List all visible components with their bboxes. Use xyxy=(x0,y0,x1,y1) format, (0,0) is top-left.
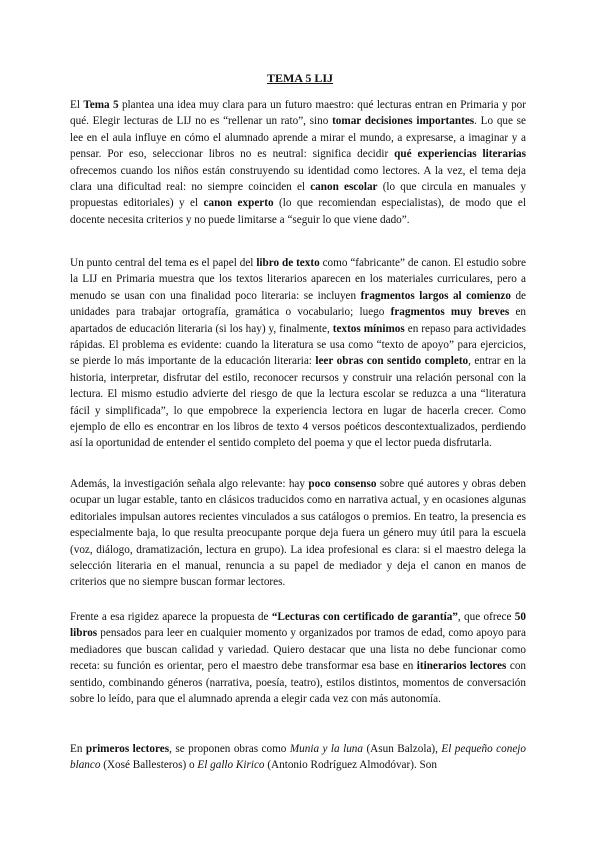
text-run: (lo que recomiendan especialistas), de modo que el docente necesita criterios y no puede limitarse a “seguir lo que viene dado”. xyxy=(70,197,526,226)
bold-term: fragmentos largos al comienzo xyxy=(360,289,511,302)
bold-term: Tema 5 xyxy=(83,99,119,111)
text-run: con sentido, combinando géneros (narrativa, poesía, teatro), estilos distintos, momentos de conversación sobre lo leído, para que el alumnado aprenda a elegir cada vez con más autonomía. xyxy=(70,660,527,706)
bold-term: canon experto xyxy=(203,197,274,210)
bold-term: primeros lectores xyxy=(85,743,170,755)
bold-term: 50 libros xyxy=(70,611,526,640)
book-title: Munia y la luna xyxy=(289,743,363,755)
text-run: (Asun Balzola), xyxy=(362,743,442,755)
bold-term: textos mínimos xyxy=(332,322,405,335)
paragraph-certificate xyxy=(70,609,526,707)
text-run: (lo que circula en manuales y propuestas editoriales) y el xyxy=(70,181,526,210)
text-run: Frente a esa rigidez aparece la propuesta de xyxy=(70,611,272,623)
text-run: de unidades para trabajar ortografía, gramática o vocabulario; luego xyxy=(70,289,527,319)
text-run: , se proponen obras como xyxy=(169,743,290,755)
bold-term: canon escolar xyxy=(310,181,378,194)
text-run: , entrar en la historia, interpretar, disfrutar del estilo, reconocer recursos y construir una relación personal con la lectura. El mismo estudio advierte del riesgo de que la lectura escolar se reduzca a una “literatura fácil y simplificada”, lo que empobrece la experiencia lectora en lugar de hacerla crecer. Como ejemplo de ello es encontrar en los libros de texto 4 versos poéticos descontextualizados, perdiendo así la oportunidad de entender el sentido completo del poema y que el lector pueda disfrutarla. xyxy=(70,355,527,450)
paragraph-consensus xyxy=(70,476,526,591)
paragraph-first-readers xyxy=(70,741,526,774)
text-run: (Xosé Ballesteros) o xyxy=(100,759,198,772)
text-run: , que ofrece xyxy=(457,611,515,623)
bold-term: poco consenso xyxy=(308,478,377,490)
text-run: plantea una idea muy clara para un futuro maestro: qué lecturas entran en Primaria y por qué. Elegir lecturas de LIJ no es “rellenar un rato”, sino xyxy=(70,99,526,128)
text-run: Además, la investigación señala algo relevante: hay xyxy=(70,478,309,490)
text-run: pensados para leer en cualquier momento y organizados por tramos de edad, como apoyo para mediadores que buscan calidad y variedad. Quiero destacar que una lista no debe funcionar como receta: su función es orientar, pero el maestro debe transformar esa base en xyxy=(70,627,526,673)
text-run: en apartados de educación literaria (si los hay) y, finalmente, xyxy=(70,306,527,335)
text-run: En xyxy=(70,743,86,755)
text-run: ofrecemos cuando los niños están construyendo su identidad como lectores. A la vez, el tema deja clara una dificultad real: no siempre coinciden el xyxy=(70,164,526,194)
book-title: El pequeño conejo blanco xyxy=(70,743,526,772)
text-run: El xyxy=(70,99,84,111)
book-title: El gallo Kirico xyxy=(197,759,265,772)
document-title: TEMA 5 LIJ xyxy=(266,71,333,85)
bold-term: “Lecturas con certificado de garantía” xyxy=(271,611,458,623)
text-run: en repaso para actividades rápidas. El problema es evidente: cuando la literatura se usa como “texto de apoyo” para ejercicios, se pierde lo más importante de la educación literaria: xyxy=(70,322,526,368)
paragraph-intro xyxy=(70,97,526,228)
text-run: sobre qué autores y obras deben ocupar un lugar estable, tanto en clásicos traducidos como en narrativa actual, y en ocasiones algunas editoriales impulsan autores recientes vinculados a sus catálogos o premios. En teatro, la presencia es especialmente baja, lo que resulta preocupante porque deja fuera un género muy útil para la escuela (voz, diálogo, dramatización, lectura en grupo). La idea profesional es clara: si el maestro delega la selección literaria en el manual, renuncia a su papel de mediador y deja el canon en manos de criterios que no siempre buscan formar lectores. xyxy=(70,478,527,589)
bold-term: libro de texto xyxy=(256,257,320,269)
text-run: como “fabricante” de canon. El estudio sobre la LIJ en Primaria muestra que los textos literarios aparecen en los materiales curriculares, pero a menudo se usan con una finalidad poco literaria: se incluyen xyxy=(70,257,526,302)
bold-term: leer obras con sentido completo xyxy=(315,355,469,368)
paragraph-textbook xyxy=(70,255,526,452)
text-run: (Antonio Rodríguez Almodóvar). Son xyxy=(264,759,437,772)
bold-term: tomar decisiones importantes xyxy=(332,115,475,128)
bold-term: itinerarios lectores xyxy=(416,660,507,673)
bold-term: qué experiencias literarias xyxy=(394,148,526,161)
text-run: . Lo que se lee en el aula influye en cómo el alumnado aprende a mirar el mundo, a expresarse, a imaginar y a pensar. Por eso, seleccionar libros no es neutral: significa decidir xyxy=(70,115,527,161)
bold-term: fragmentos muy breves xyxy=(390,306,510,319)
text-run: Un punto central del tema es el papel del xyxy=(70,257,257,269)
